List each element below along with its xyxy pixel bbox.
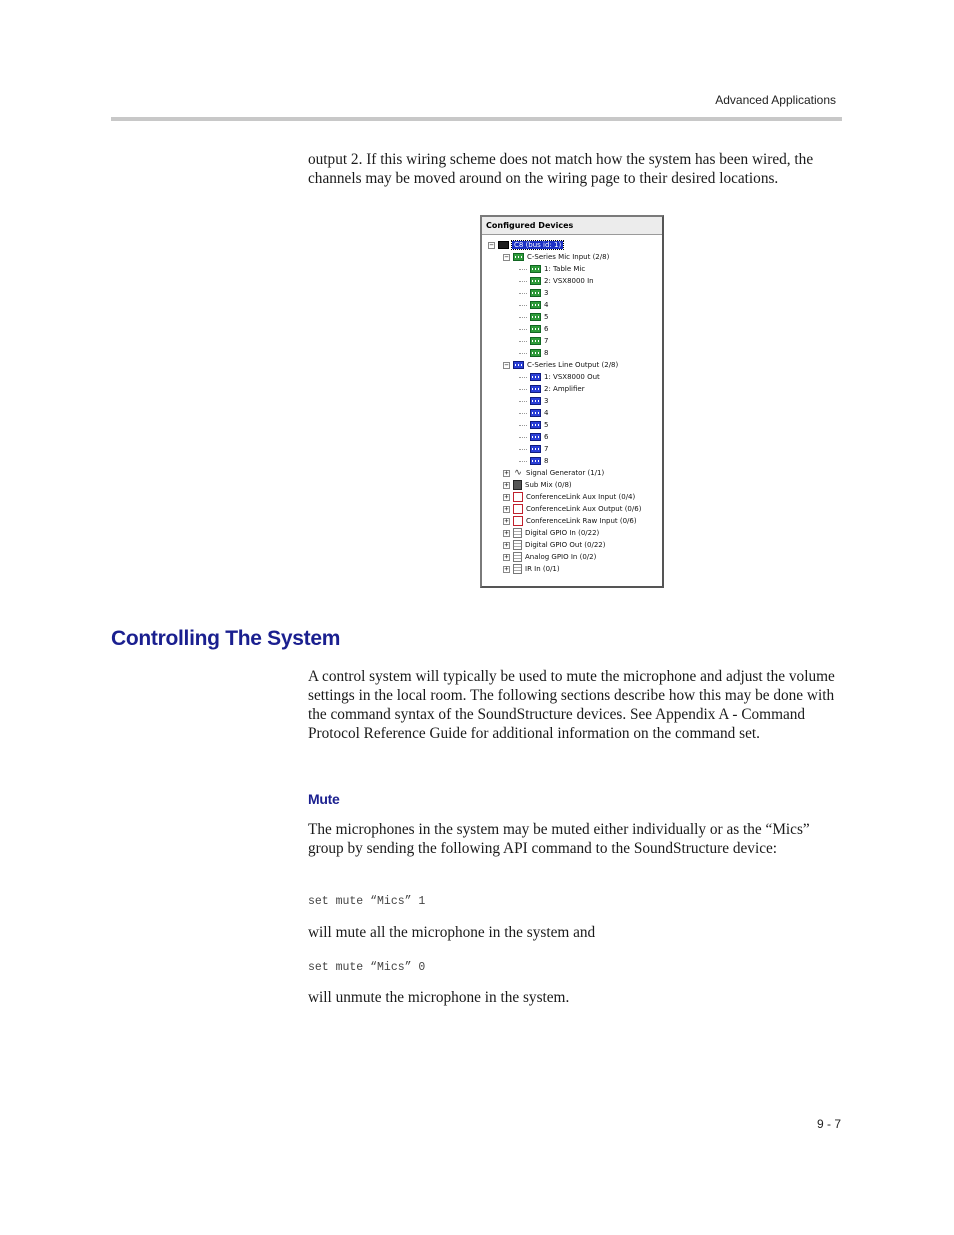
tree-mic-channel-label: 4	[544, 301, 549, 309]
code-mute-command: set mute “Mics” 1	[308, 895, 426, 908]
tree-mic-channel-label: 7	[544, 337, 549, 345]
tree-connector	[519, 425, 527, 426]
tree-line-channel-label: 2: Amplifier	[544, 385, 585, 393]
tree-line-channel[interactable]	[519, 371, 600, 383]
tree-connector	[519, 377, 527, 378]
tree-line-channel-label: 4	[544, 409, 549, 417]
tree-line-channel-label: 3	[544, 397, 549, 405]
tree-group-8[interactable]	[503, 563, 560, 575]
mute-explanation: will mute all the microphone in the system and	[308, 924, 596, 941]
mute-heading: Mute	[308, 791, 340, 807]
line-channel-icon	[530, 445, 541, 453]
tree-connector	[519, 413, 527, 414]
tree-mic-channel[interactable]	[519, 299, 548, 311]
code-unmute-command: set mute “Mics” 0	[308, 961, 426, 974]
controller-icon	[498, 241, 509, 249]
tree-group-2-label: ConferenceLink Aux Input (0/4)	[526, 493, 636, 501]
unmute-explanation: will unmute the microphone in the system.	[308, 989, 570, 1006]
tree-connector	[519, 293, 527, 294]
tree-root-c8-label: C8 (bus id: 1)	[514, 241, 562, 249]
mic-channel-icon	[530, 313, 541, 321]
page-number: 9 - 7	[816, 1117, 841, 1131]
tree-connector	[519, 401, 527, 402]
tree-group-1[interactable]	[503, 479, 572, 491]
line-channel-icon	[530, 397, 541, 405]
tree-group-5[interactable]	[503, 527, 599, 539]
signal-icon: ∿	[514, 468, 522, 478]
gpio-icon	[513, 564, 522, 574]
expand-icon[interactable]: +	[504, 492, 509, 501]
tree-mic-channel[interactable]	[519, 263, 585, 275]
line-channel-icon	[530, 421, 541, 429]
tree-group-3[interactable]	[503, 503, 641, 515]
tree-mic-channel-label: 6	[544, 325, 549, 333]
conferencelink-icon	[513, 504, 523, 514]
tree-group-line-output-label: C-Series Line Output (2/8)	[527, 361, 619, 369]
expand-icon[interactable]: +	[504, 480, 509, 489]
section-heading: Controlling The System	[111, 627, 341, 650]
tree-line-channel-label: 6	[544, 433, 549, 441]
tree-group-6[interactable]	[503, 539, 605, 551]
expand-icon[interactable]: +	[504, 528, 509, 537]
tree-mic-channel[interactable]	[519, 311, 548, 323]
gpio-icon	[513, 528, 522, 538]
mic-channel-icon	[530, 301, 541, 309]
line-channel-icon	[530, 373, 541, 381]
expand-icon[interactable]: +	[504, 468, 509, 477]
collapse-icon[interactable]: −	[504, 360, 509, 369]
intro-paragraph: output 2. If this wiring scheme does not match how the system has been wired, the channels may be moved around on the wiring page to their desired locations.	[308, 151, 814, 187]
tree-root-c8[interactable]	[488, 239, 563, 251]
tree-group-5-label: Digital GPIO In (0/22)	[525, 529, 600, 537]
tree-mic-channel[interactable]	[519, 347, 548, 359]
conferencelink-icon	[513, 516, 523, 526]
tree-group-mic-input[interactable]	[503, 251, 609, 263]
tree-mic-channel-label: 3	[544, 289, 549, 297]
expand-icon[interactable]: +	[504, 552, 509, 561]
line-channel-icon	[530, 457, 541, 465]
tree-mic-channel-label: 8	[544, 349, 549, 357]
header-rule	[111, 117, 842, 121]
tree-line-channel[interactable]	[519, 383, 585, 395]
tree-group-2[interactable]	[503, 491, 635, 503]
mixer-icon	[513, 480, 522, 490]
tree-line-channel[interactable]	[519, 395, 548, 407]
configured-devices-panel	[480, 215, 664, 588]
mic-channel-icon	[530, 265, 541, 273]
tree-line-channel-label: 7	[544, 445, 549, 453]
tree-line-channel[interactable]	[519, 407, 548, 419]
tree-mic-channel[interactable]	[519, 275, 594, 287]
tree-group-7[interactable]	[503, 551, 596, 563]
tree-group-4-label: ConferenceLink Raw Input (0/6)	[526, 517, 637, 525]
collapse-icon[interactable]: −	[504, 252, 509, 261]
tree-connector	[519, 389, 527, 390]
expand-icon[interactable]: +	[504, 516, 509, 525]
tree-mic-channel-label: 1: Table Mic	[544, 265, 586, 273]
tree-mic-channel[interactable]	[519, 323, 548, 335]
tree-line-channel-label: 8	[544, 457, 549, 465]
tree-line-channel-label: 5	[544, 421, 549, 429]
line-channel-icon	[530, 409, 541, 417]
collapse-icon[interactable]: −	[489, 240, 494, 249]
tree-line-channel[interactable]	[519, 455, 548, 467]
expand-icon[interactable]: +	[504, 504, 509, 513]
tree-group-line-output[interactable]	[503, 359, 618, 371]
gpio-icon	[513, 540, 522, 550]
tree-connector	[519, 437, 527, 438]
tree-group-4[interactable]	[503, 515, 637, 527]
conferencelink-icon	[513, 492, 523, 502]
mic-channel-icon	[530, 277, 541, 285]
tree-group-7-label: Analog GPIO In (0/2)	[525, 553, 597, 561]
tree-connector	[519, 329, 527, 330]
tree-group-3-label: ConferenceLink Aux Output (0/6)	[526, 505, 642, 513]
tree-group-8-label: IR In (0/1)	[525, 565, 560, 573]
tree-connector	[519, 269, 527, 270]
tree-connector	[519, 449, 527, 450]
mic-input-icon	[513, 253, 524, 261]
tree-mic-channel-label: 2: VSX8000 In	[544, 277, 594, 285]
expand-icon[interactable]: +	[504, 564, 509, 573]
tree-connector	[519, 281, 527, 282]
tree-group-mic-input-label: C-Series Mic Input (2/8)	[527, 253, 610, 261]
expand-icon[interactable]: +	[504, 540, 509, 549]
mute-paragraph: The microphones in the system may be muted either individually or as the “Mics” group by sending the following API command to the SoundStructure device:	[308, 821, 810, 857]
tree-line-channel[interactable]	[519, 431, 548, 443]
section-paragraph: A control system will typically be used to mute the microphone and adjust the volume settings in the local room. The following sections describe how this may be done with the command syntax of the SoundStructure devices. See Appendix A - Command Protocol Reference Guide for additional information on the command set.	[308, 668, 835, 742]
line-channel-icon	[530, 433, 541, 441]
running-header: Advanced Applications	[715, 93, 836, 107]
tree-connector	[519, 317, 527, 318]
tree-mic-channel-label: 5	[544, 313, 549, 321]
mic-channel-icon	[530, 325, 541, 333]
mic-channel-icon	[530, 337, 541, 345]
mic-channel-icon	[530, 289, 541, 297]
tree-mic-channel[interactable]	[519, 287, 548, 299]
line-channel-icon	[530, 385, 541, 393]
tree-line-channel[interactable]	[519, 443, 548, 455]
panel-title: Configured Devices	[482, 217, 662, 235]
tree-group-1-label: Sub Mix (0/8)	[525, 481, 572, 489]
tree-line-channel[interactable]	[519, 419, 548, 431]
line-output-icon	[513, 361, 524, 369]
tree-connector	[519, 341, 527, 342]
gpio-icon	[513, 552, 522, 562]
tree-mic-channel[interactable]	[519, 335, 548, 347]
tree-group-6-label: Digital GPIO Out (0/22)	[525, 541, 606, 549]
tree-group-0[interactable]	[503, 467, 604, 479]
tree-group-0-label: Signal Generator (1/1)	[526, 469, 605, 477]
tree-connector	[519, 353, 527, 354]
tree-line-channel-label: 1: VSX8000 Out	[544, 373, 600, 381]
tree-connector	[519, 305, 527, 306]
mic-channel-icon	[530, 349, 541, 357]
tree-connector	[519, 461, 527, 462]
